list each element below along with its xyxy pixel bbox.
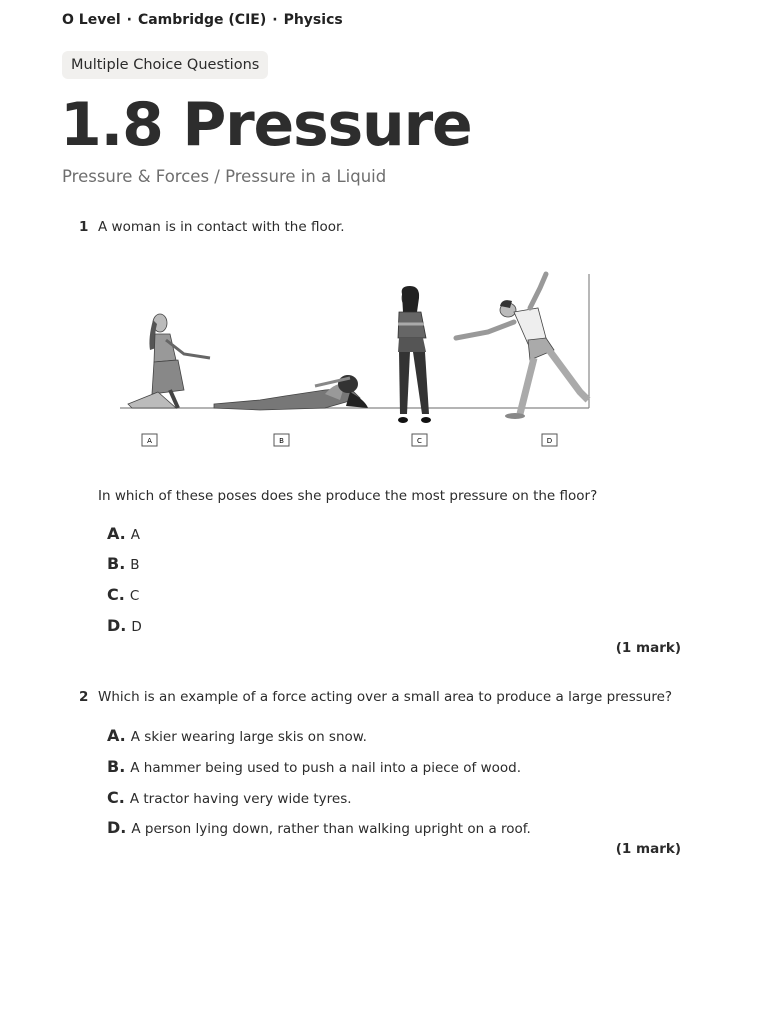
option-text: A person lying down, rather than walking upright on a roof.	[131, 821, 531, 837]
pose-label-d	[542, 434, 557, 446]
topic-subtitle: Pressure & Forces / Pressure in a Liquid	[62, 167, 387, 186]
option-text: A	[130, 527, 141, 543]
question-2-option-b[interactable]	[107, 757, 521, 776]
question-2-number: 2	[79, 689, 89, 705]
question-2-option-c[interactable]	[107, 788, 352, 807]
option-letter: C.	[107, 585, 125, 604]
question-1-option-d[interactable]	[107, 616, 142, 635]
option-text: A hammer being used to push a nail into a piece of wood.	[130, 760, 522, 776]
question-1-follow-up: In which of these poses does she produce the most pressure on the floor?	[98, 488, 598, 504]
pose-c-figure	[398, 286, 431, 423]
question-1-text: A woman is in contact with the floor.	[98, 219, 345, 235]
pose-a-figure	[128, 314, 210, 408]
question-1-number: 1	[79, 219, 89, 235]
question-1-marks: (1 mark)	[615, 640, 681, 656]
question-2-option-a[interactable]	[107, 726, 367, 745]
breadcrumb-subject[interactable]: Physics	[283, 12, 343, 28]
breadcrumb-level[interactable]: O Level	[62, 12, 121, 28]
option-text: A tractor having very wide tyres.	[129, 791, 352, 807]
option-letter: B.	[107, 554, 126, 573]
pose-d-figure	[456, 274, 588, 419]
option-letter: C.	[107, 788, 125, 807]
svg-text:C: C	[417, 437, 422, 445]
option-letter: D.	[107, 818, 127, 837]
option-text: C	[129, 588, 140, 604]
option-text: D	[131, 619, 142, 635]
breadcrumb	[62, 12, 343, 28]
option-letter: A.	[107, 726, 126, 745]
breadcrumb-separator: ·	[272, 12, 278, 28]
question-type-badge: Multiple Choice Questions	[62, 51, 268, 79]
breadcrumb-separator: ·	[126, 12, 132, 28]
option-text: A skier wearing large skis on snow.	[130, 729, 367, 745]
question-2-option-d[interactable]	[107, 818, 531, 837]
option-letter: A.	[107, 524, 126, 543]
question-1-option-b[interactable]	[107, 554, 140, 573]
question-1-option-a[interactable]	[107, 524, 140, 543]
pose-label-a	[142, 434, 157, 446]
option-letter: D.	[107, 616, 127, 635]
poses-figure	[110, 268, 600, 454]
breadcrumb-board[interactable]: Cambridge (CIE)	[137, 12, 267, 28]
option-letter: B.	[107, 757, 126, 776]
pose-label-b	[274, 434, 289, 446]
pose-b-figure	[214, 375, 368, 410]
svg-text:D: D	[546, 437, 553, 445]
svg-text:B: B	[279, 437, 284, 445]
question-2-text: Which is an example of a force acting over a small area to produce a large pressure?	[98, 689, 673, 705]
page-title: 1.8 Pressure	[60, 90, 472, 160]
svg-text:A: A	[147, 437, 152, 445]
question-1-option-c[interactable]	[107, 585, 139, 604]
poses-illustration	[110, 268, 600, 454]
question-2-marks: (1 mark)	[615, 841, 681, 857]
option-text: B	[130, 557, 140, 573]
pose-label-c	[412, 434, 427, 446]
